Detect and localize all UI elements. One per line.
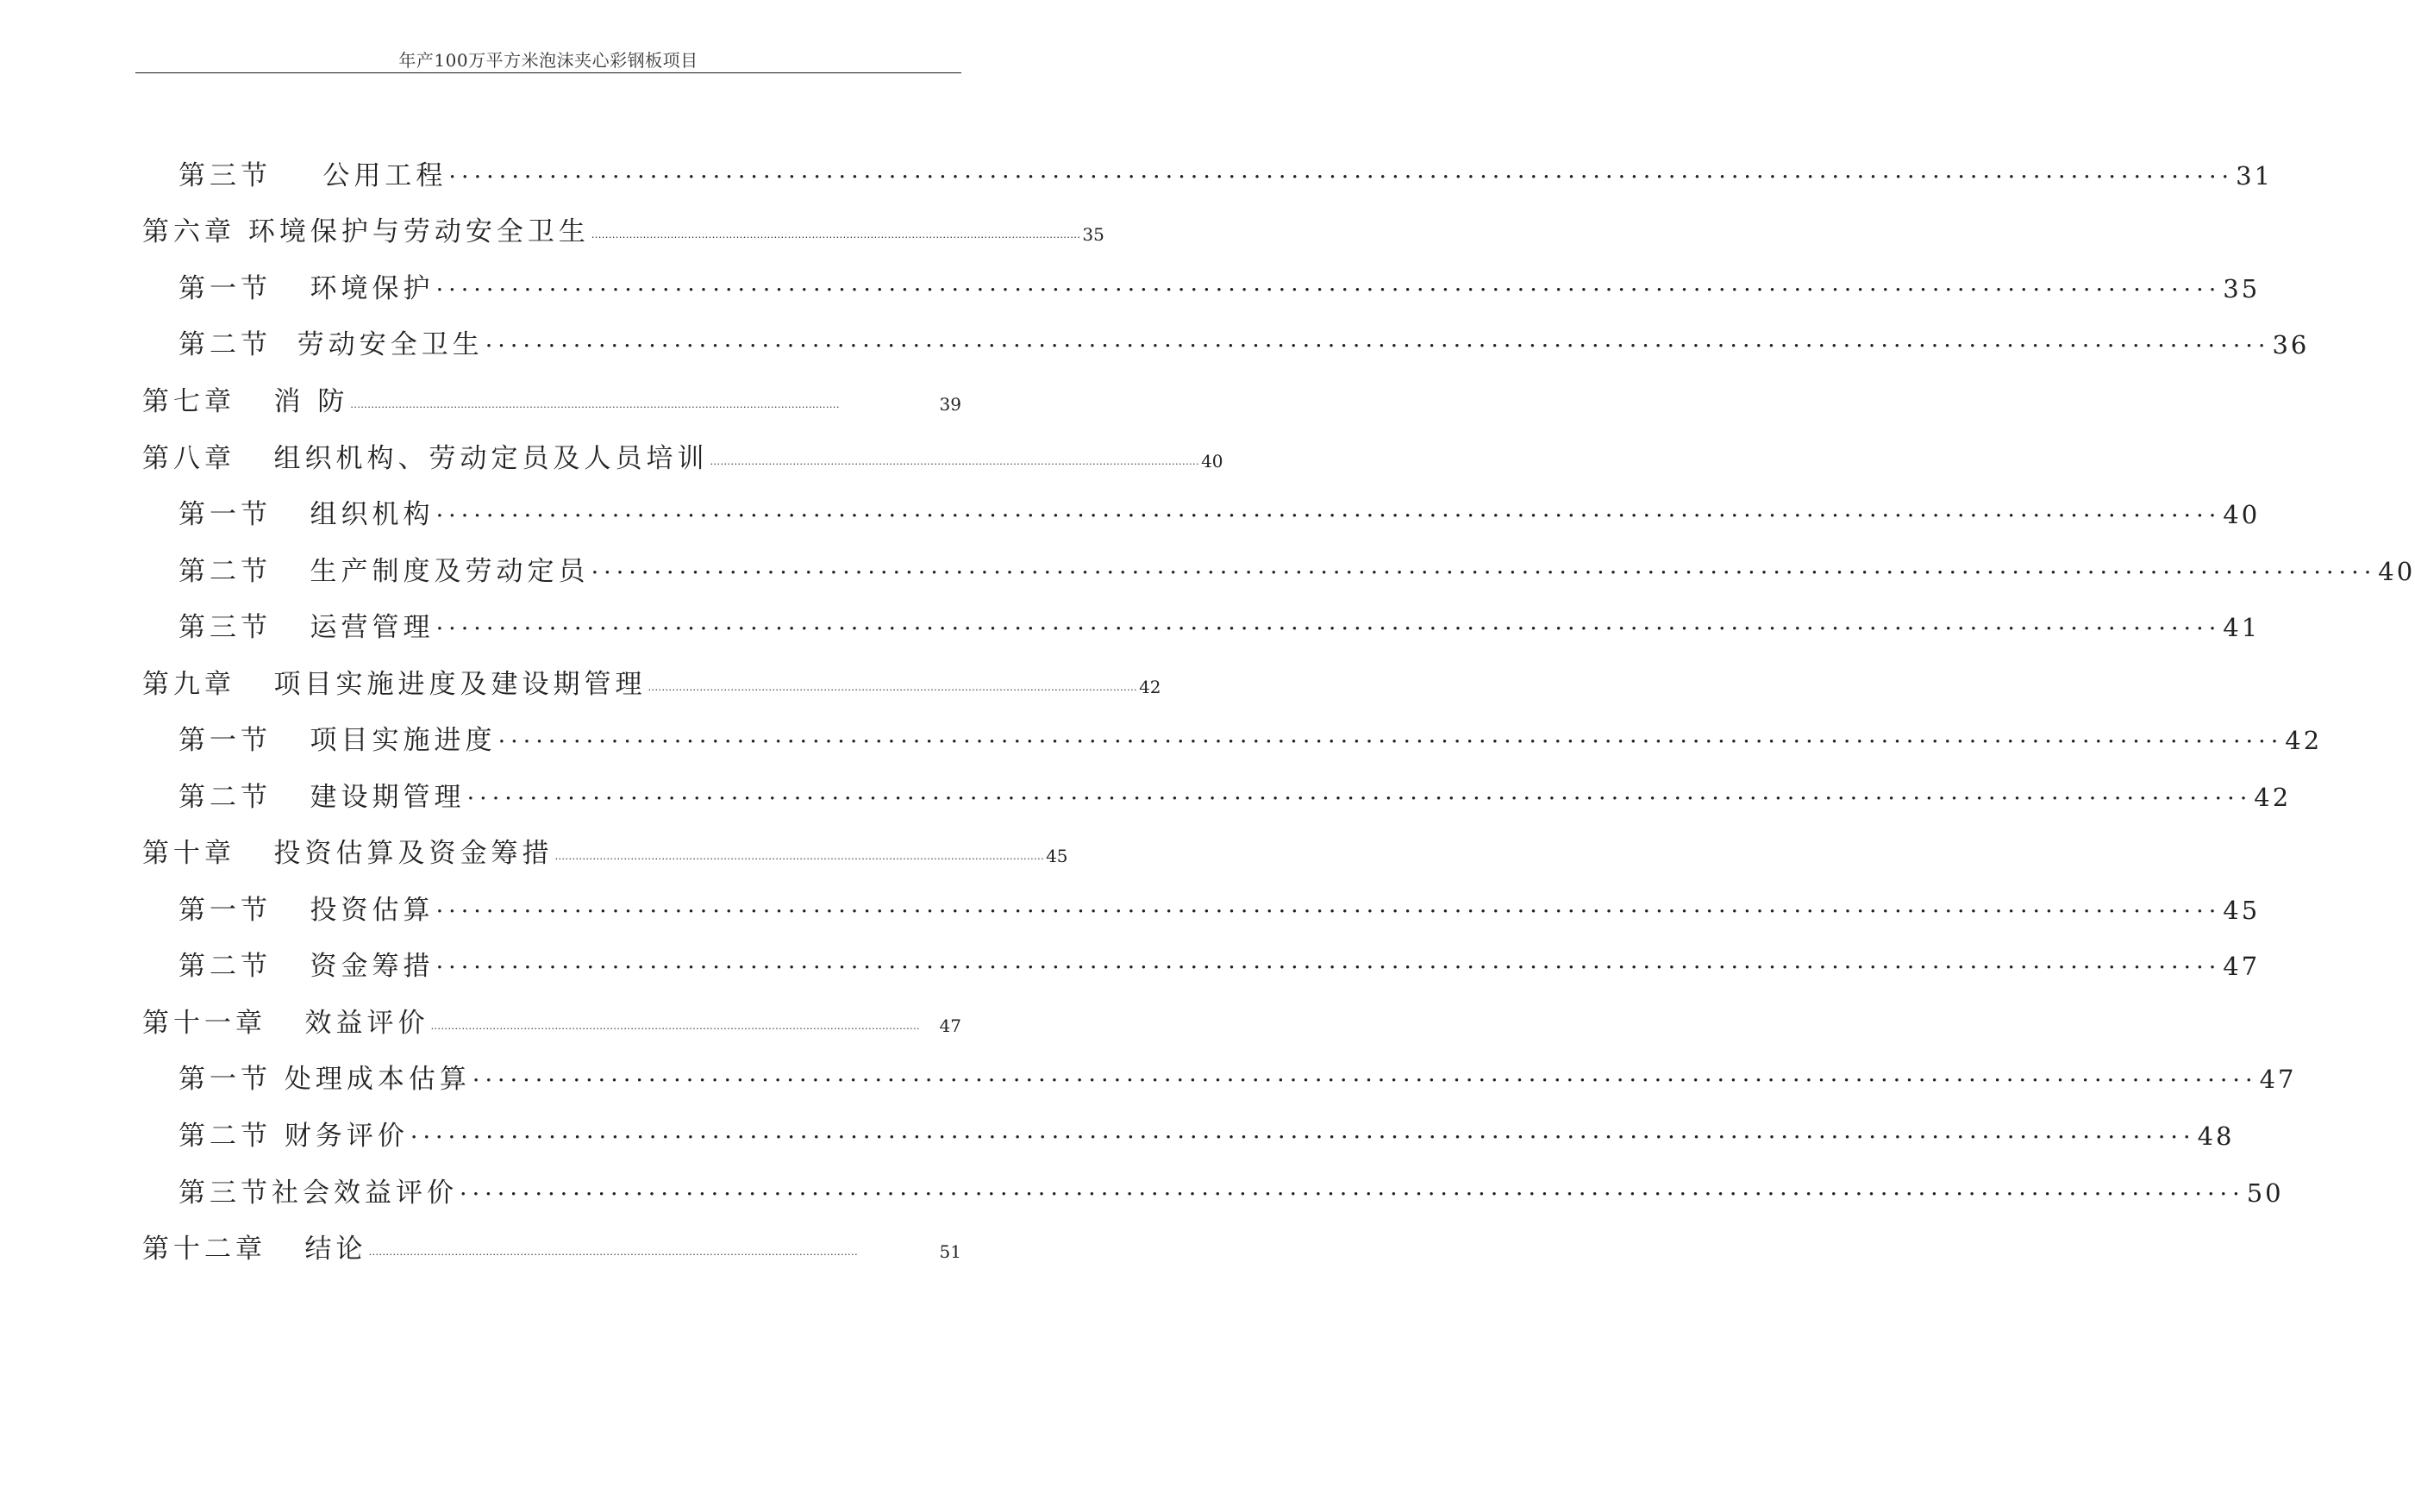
toc-dot-leader: ··············································································································································	[710, 459, 1200, 470]
toc-entry-label: 第二节 建设期管理	[178, 782, 466, 813]
toc-entry[interactable]	[142, 379, 961, 418]
toc-page-number: 35	[2223, 274, 2261, 303]
toc-entry[interactable]	[178, 549, 2415, 588]
toc-page-number: 47	[2259, 1065, 2297, 1094]
toc-page-number: 39	[939, 394, 961, 415]
toc-entry-label: 第一节 投资估算	[178, 895, 435, 926]
toc-page-number: 36	[2272, 330, 2310, 359]
toc-entry-label: 第十章 投资估算及资金筹措	[142, 838, 554, 869]
toc-entry[interactable]	[178, 888, 2261, 927]
toc-entry-label: 第二节 财务评价	[178, 1121, 409, 1152]
toc-page-number: 40	[2223, 500, 2261, 529]
toc-entry-label: 第二节 生产制度及劳动定员	[178, 556, 590, 587]
toc-entry[interactable]	[142, 1227, 961, 1265]
toc-dot-leader: ··············································································································································	[430, 1023, 921, 1034]
toc-page-number: 35	[1082, 224, 1104, 245]
toc-dot-leader: ··············································································································································	[591, 232, 1081, 243]
toc-entry[interactable]	[142, 1001, 961, 1040]
toc-entry-label: 第三节 运营管理	[178, 612, 435, 643]
toc-entry-label: 第一节 项目实施进度	[178, 725, 497, 756]
toc-entry-label: 第一节 组织机构	[178, 499, 435, 530]
toc-page-number: 47	[939, 1015, 961, 1036]
toc-page-number: 45	[1046, 846, 1068, 866]
toc-entry[interactable]	[178, 492, 2261, 531]
toc-entry[interactable]	[142, 662, 1161, 701]
toc-entry-label: 第八章 组织机构、劳动定员及人员培训	[142, 443, 709, 474]
toc-dot-leader: ··············································································································································	[485, 333, 2271, 359]
toc-page-number: 40	[1201, 451, 1223, 472]
toc-entry-label: 第一节 环境保护	[178, 273, 435, 304]
toc-dot-leader: ··············································································································································	[435, 954, 2222, 981]
toc-entry-label: 第三节 公用工程	[178, 160, 447, 191]
toc-entry[interactable]	[178, 266, 2261, 305]
toc-entry-label: 第三节社会效益评价	[178, 1178, 458, 1209]
toc-dot-leader: ··············································································································································	[460, 1181, 2245, 1208]
toc-dot-leader: ··············································································································································	[497, 728, 2284, 755]
toc-entry-label: 第六章 环境保护与劳动安全卫生	[142, 216, 590, 247]
toc-dot-leader: ··············································································································································	[435, 503, 2222, 529]
toc-entry-label: 第十一章 效益评价	[142, 1008, 429, 1039]
toc-dot-leader: ··············································································································································	[435, 898, 2222, 925]
toc-entry[interactable]	[178, 605, 2261, 644]
toc-dot-leader: ··············································································································································	[554, 853, 1045, 865]
toc-dot-leader: ··············································································································································	[368, 1249, 859, 1260]
toc-dot-leader: ··············································································································································	[448, 164, 2235, 191]
toc-dot-leader: ··············································································································································	[435, 615, 2222, 642]
toc-dot-leader: ··············································································································································	[472, 1067, 2258, 1094]
toc-entry-label: 第二节 劳动安全卫生	[178, 329, 484, 360]
toc-page-number: 31	[2236, 161, 2274, 191]
toc-dot-leader: ··············································································································································	[591, 559, 2377, 586]
toc-page-number: 42	[1139, 677, 1161, 697]
toc-entry[interactable]	[142, 436, 1223, 475]
toc-entry[interactable]	[142, 209, 1104, 248]
toc-page-number: 42	[2285, 726, 2323, 755]
toc-page-number: 45	[2223, 896, 2261, 925]
toc-entry[interactable]	[142, 831, 1068, 870]
toc-page-number: 50	[2246, 1178, 2284, 1208]
header-title: 年产100万平方米泡沫夹心彩钢板项目	[398, 50, 698, 71]
toc-entry[interactable]	[178, 1114, 2235, 1153]
toc-entry-label: 第七章 消 防	[142, 386, 349, 417]
toc-dot-leader: ··············································································································································	[648, 684, 1138, 696]
toc-dot-leader: ··············································································································································	[410, 1124, 2196, 1151]
toc-entry[interactable]	[178, 1171, 2284, 1209]
toc-page-number: 47	[2223, 952, 2261, 981]
toc-entry[interactable]	[178, 1057, 2297, 1096]
toc-page-number: 42	[2254, 783, 2292, 812]
toc-entry-label: 第二节 资金筹措	[178, 951, 435, 982]
toc-page-number: 51	[939, 1241, 961, 1262]
toc-entry[interactable]	[178, 718, 2323, 757]
toc-entry-label: 第十二章 结论	[142, 1234, 367, 1265]
toc-entry[interactable]	[178, 944, 2261, 983]
toc-entry[interactable]	[178, 775, 2292, 814]
toc-entry-label: 第一节 处理成本估算	[178, 1064, 471, 1095]
toc-page-number: 48	[2197, 1122, 2235, 1151]
toc-entry[interactable]	[178, 322, 2310, 361]
toc-page-number: 41	[2223, 613, 2261, 642]
toc-page-number: 40	[2378, 557, 2415, 586]
toc-entry[interactable]	[178, 153, 2274, 192]
toc-dot-leader: ··············································································································································	[466, 785, 2253, 812]
toc-dot-leader: ··············································································································································	[435, 277, 2222, 303]
toc-entry-label: 第九章 项目实施进度及建设期管理	[142, 669, 647, 700]
toc-dot-leader: ··············································································································································	[350, 402, 840, 413]
